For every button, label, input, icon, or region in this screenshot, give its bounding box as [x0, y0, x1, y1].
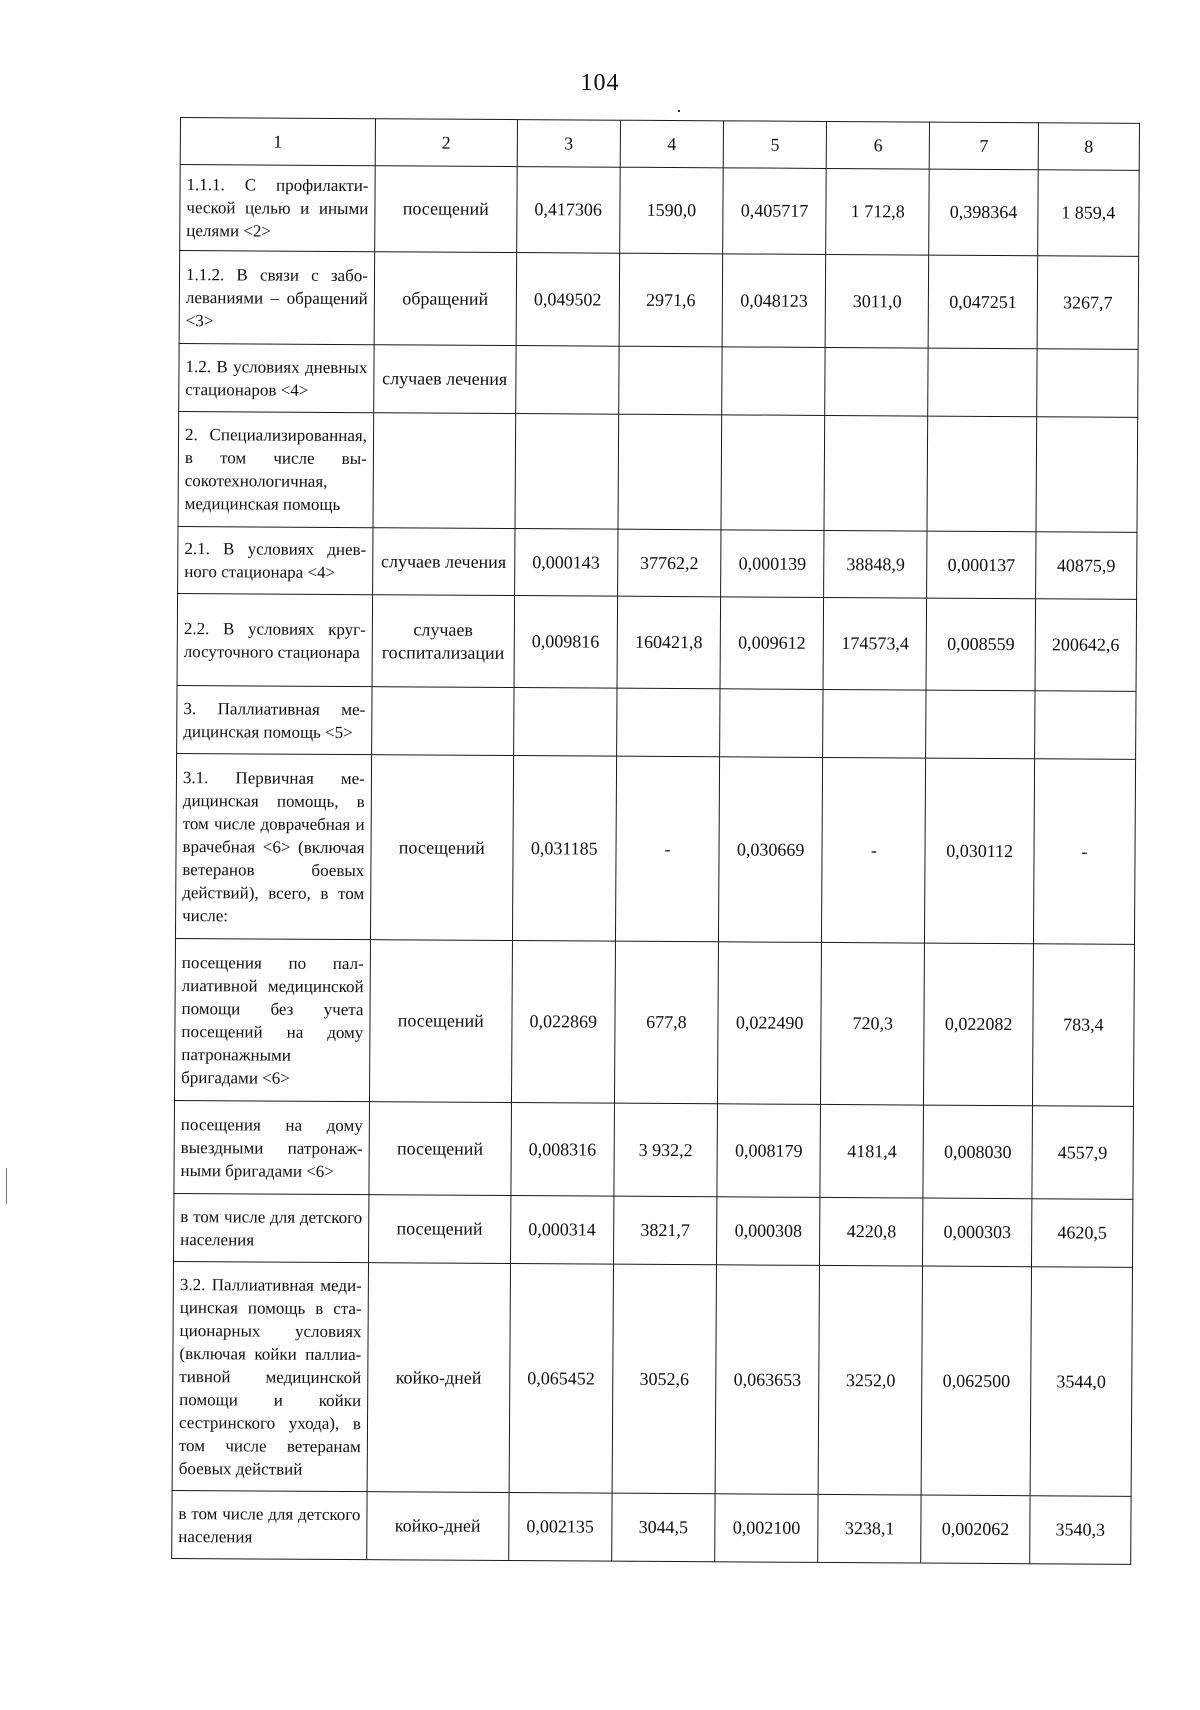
table-cell: 0,405717 — [723, 168, 827, 255]
table-cell: 677,8 — [614, 941, 718, 1104]
column-header: 2 — [375, 119, 517, 167]
table-cell: - — [1033, 759, 1135, 945]
table-row — [178, 526, 1137, 599]
table-cell: 0,008559 — [926, 598, 1035, 691]
table-cell: 0,049502 — [516, 253, 620, 347]
row-label: 1.2. В условиях дневных стационаров <4> — [179, 343, 374, 412]
table-cell — [722, 347, 826, 416]
table-cell: 0,022869 — [511, 941, 615, 1104]
row-unit: обращений — [374, 252, 516, 346]
table-cell — [515, 346, 619, 415]
table-cell: 1 859,4 — [1037, 170, 1139, 257]
table-row — [178, 411, 1138, 532]
table-cell: 0,008030 — [923, 1105, 1032, 1199]
table-cell — [1036, 417, 1138, 533]
table-cell: 4181,4 — [820, 1104, 924, 1198]
table-cell — [1034, 691, 1136, 760]
table-cell: 4220,8 — [820, 1197, 924, 1266]
column-header: 8 — [1038, 123, 1139, 171]
table-cell: 0,062500 — [922, 1266, 1032, 1496]
table-cell: 3011,0 — [825, 254, 929, 348]
row-unit — [373, 413, 515, 529]
row-label: в том числе для детского населения — [174, 1193, 369, 1262]
table-cell — [618, 414, 722, 530]
row-unit: койко-дней — [367, 1263, 510, 1493]
table-row — [177, 593, 1137, 691]
table-row — [179, 343, 1138, 417]
table-cell: 3 932,2 — [614, 1103, 718, 1197]
table-cell: 0,008179 — [717, 1104, 821, 1198]
table-cell: 0,022082 — [924, 943, 1033, 1106]
table-cell: 4620,5 — [1031, 1199, 1133, 1268]
data-table — [171, 117, 1140, 1565]
table-row — [174, 938, 1134, 1106]
row-unit: посещений — [375, 166, 517, 253]
table-cell — [616, 688, 720, 757]
table-cell — [721, 415, 825, 531]
row-label: 2.2. В условиях круглосуточного стационара — [177, 593, 372, 686]
table-cell: - — [822, 757, 926, 943]
table-row — [180, 165, 1140, 257]
table-cell: 200642,6 — [1035, 599, 1137, 692]
row-label: 2.1. В условиях дневного стационара <4> — [178, 526, 373, 594]
table-cell — [619, 346, 723, 415]
table-cell: 0,022490 — [718, 942, 822, 1105]
table-cell: 0,000143 — [514, 529, 618, 597]
row-unit: случаев лечения — [373, 528, 515, 596]
table-header-row — [180, 118, 1139, 171]
column-header: 6 — [826, 121, 929, 169]
table-row — [177, 685, 1136, 759]
table-cell: 37762,2 — [617, 529, 721, 597]
table-row — [172, 1490, 1131, 1564]
row-unit: посещений — [369, 940, 512, 1103]
table-cell: 0,417306 — [516, 167, 620, 254]
row-unit: случаев лечения — [374, 345, 516, 414]
table-cell: 3267,7 — [1037, 256, 1139, 350]
table-cell: 0,047251 — [929, 255, 1038, 349]
page-number: 104 — [580, 70, 620, 96]
table-cell — [513, 688, 617, 757]
table-cell: 3544,0 — [1030, 1267, 1133, 1497]
table-cell: 2971,6 — [619, 253, 723, 347]
column-header: 1 — [180, 118, 375, 166]
table-cell — [824, 415, 928, 531]
table-row — [174, 1100, 1134, 1199]
column-header: 4 — [620, 120, 723, 168]
table-cell: 40875,9 — [1035, 532, 1137, 600]
table-cell: 0,009816 — [514, 596, 618, 689]
table-cell: 0,002062 — [921, 1495, 1030, 1564]
table-cell — [926, 690, 1035, 759]
table-cell: 783,4 — [1032, 944, 1134, 1107]
row-unit — [372, 687, 514, 756]
row-unit: случаев госпитализации — [372, 595, 514, 688]
table-cell: 0,065452 — [509, 1264, 614, 1494]
table-cell: 0,000137 — [927, 531, 1036, 599]
row-label: 1.1.1. С профилактической целью и иными целями <2> — [180, 165, 375, 252]
table-cell: 3540,3 — [1030, 1496, 1132, 1565]
table-cell — [927, 416, 1036, 532]
table-cell: 4557,9 — [1032, 1106, 1134, 1200]
row-label: 3.2. Паллиативная медицинская помощь в стационарных условиях (включая койки паллиативной медицинской помощи и койки сестринского ухода), в том числе ветеранам боевых действий — [172, 1261, 368, 1491]
table-cell — [825, 347, 929, 416]
row-unit: посещений — [368, 1195, 510, 1264]
table-row — [179, 251, 1139, 350]
table-cell: 174573,4 — [823, 597, 927, 690]
row-label: 2. Специализированная, в том числе высокотехнологичная, медицинская помощь — [178, 411, 374, 527]
row-label: 3. Паллиативная медицинская помощь <5> — [177, 685, 372, 754]
table-cell: 3044,5 — [612, 1493, 716, 1562]
table-cell: 0,398364 — [929, 169, 1038, 256]
row-unit: посещений — [369, 1102, 511, 1196]
row-label: посещения по паллиативной медицинской помощи без учета посещений на дому патронажными бригадами <6> — [174, 938, 370, 1101]
table-cell: 0,031185 — [512, 756, 616, 942]
table-cell — [515, 414, 619, 530]
table-row — [172, 1261, 1132, 1496]
row-unit: посещений — [370, 755, 513, 941]
table-cell: 160421,8 — [617, 596, 721, 689]
row-label: 1.1.2. В связи с заболеваниями – обращений <3> — [179, 251, 374, 345]
table-cell: 0,009612 — [720, 597, 824, 690]
table-cell — [1037, 349, 1139, 418]
table-cell: 0,063653 — [715, 1265, 820, 1495]
column-header: 5 — [723, 121, 826, 169]
scan-margin-mark — [6, 1168, 7, 1204]
scan-speck — [678, 110, 680, 112]
table-cell: 0,000314 — [510, 1196, 614, 1265]
table-cell: 0,000139 — [721, 530, 825, 598]
table-cell: 0,008316 — [511, 1103, 615, 1197]
table-cell: 0,048123 — [722, 254, 826, 348]
column-header: 3 — [517, 120, 620, 168]
table-cell: 0,002135 — [508, 1493, 612, 1562]
table-cell: 1590,0 — [620, 167, 724, 254]
table-cell: 3238,1 — [818, 1494, 922, 1563]
row-unit: койко-дней — [367, 1492, 509, 1561]
row-label: посещения на дому выездными патронажными бригадами <6> — [174, 1100, 369, 1194]
table-cell — [928, 348, 1037, 417]
table-cell: 0,030669 — [719, 757, 823, 943]
table-cell — [720, 689, 824, 758]
table-cell: 0,002100 — [715, 1494, 819, 1563]
table-cell: 0,000303 — [923, 1198, 1032, 1267]
table-cell: 3821,7 — [613, 1196, 717, 1265]
table-cell: 3052,6 — [612, 1264, 717, 1494]
row-label: 3.1. Первичная медицинская помощь, в том числе доврачебная и врачебная <6> (включая ветеранов боевых действий), всего, в том числе: — [175, 753, 371, 939]
table-row — [174, 1193, 1133, 1267]
table-cell: 0,030112 — [925, 758, 1035, 944]
table-cell: - — [615, 756, 719, 942]
table-cell — [823, 689, 927, 758]
table-cell: 720,3 — [821, 942, 925, 1105]
table-row — [175, 753, 1135, 944]
table-cell: 1 712,8 — [826, 168, 930, 255]
table-cell: 3252,0 — [818, 1265, 923, 1495]
column-header: 7 — [930, 122, 1039, 170]
table-cell: 38848,9 — [824, 530, 928, 598]
table-cell: 0,000308 — [717, 1197, 821, 1266]
row-label: в том числе для детского населения — [172, 1490, 367, 1559]
